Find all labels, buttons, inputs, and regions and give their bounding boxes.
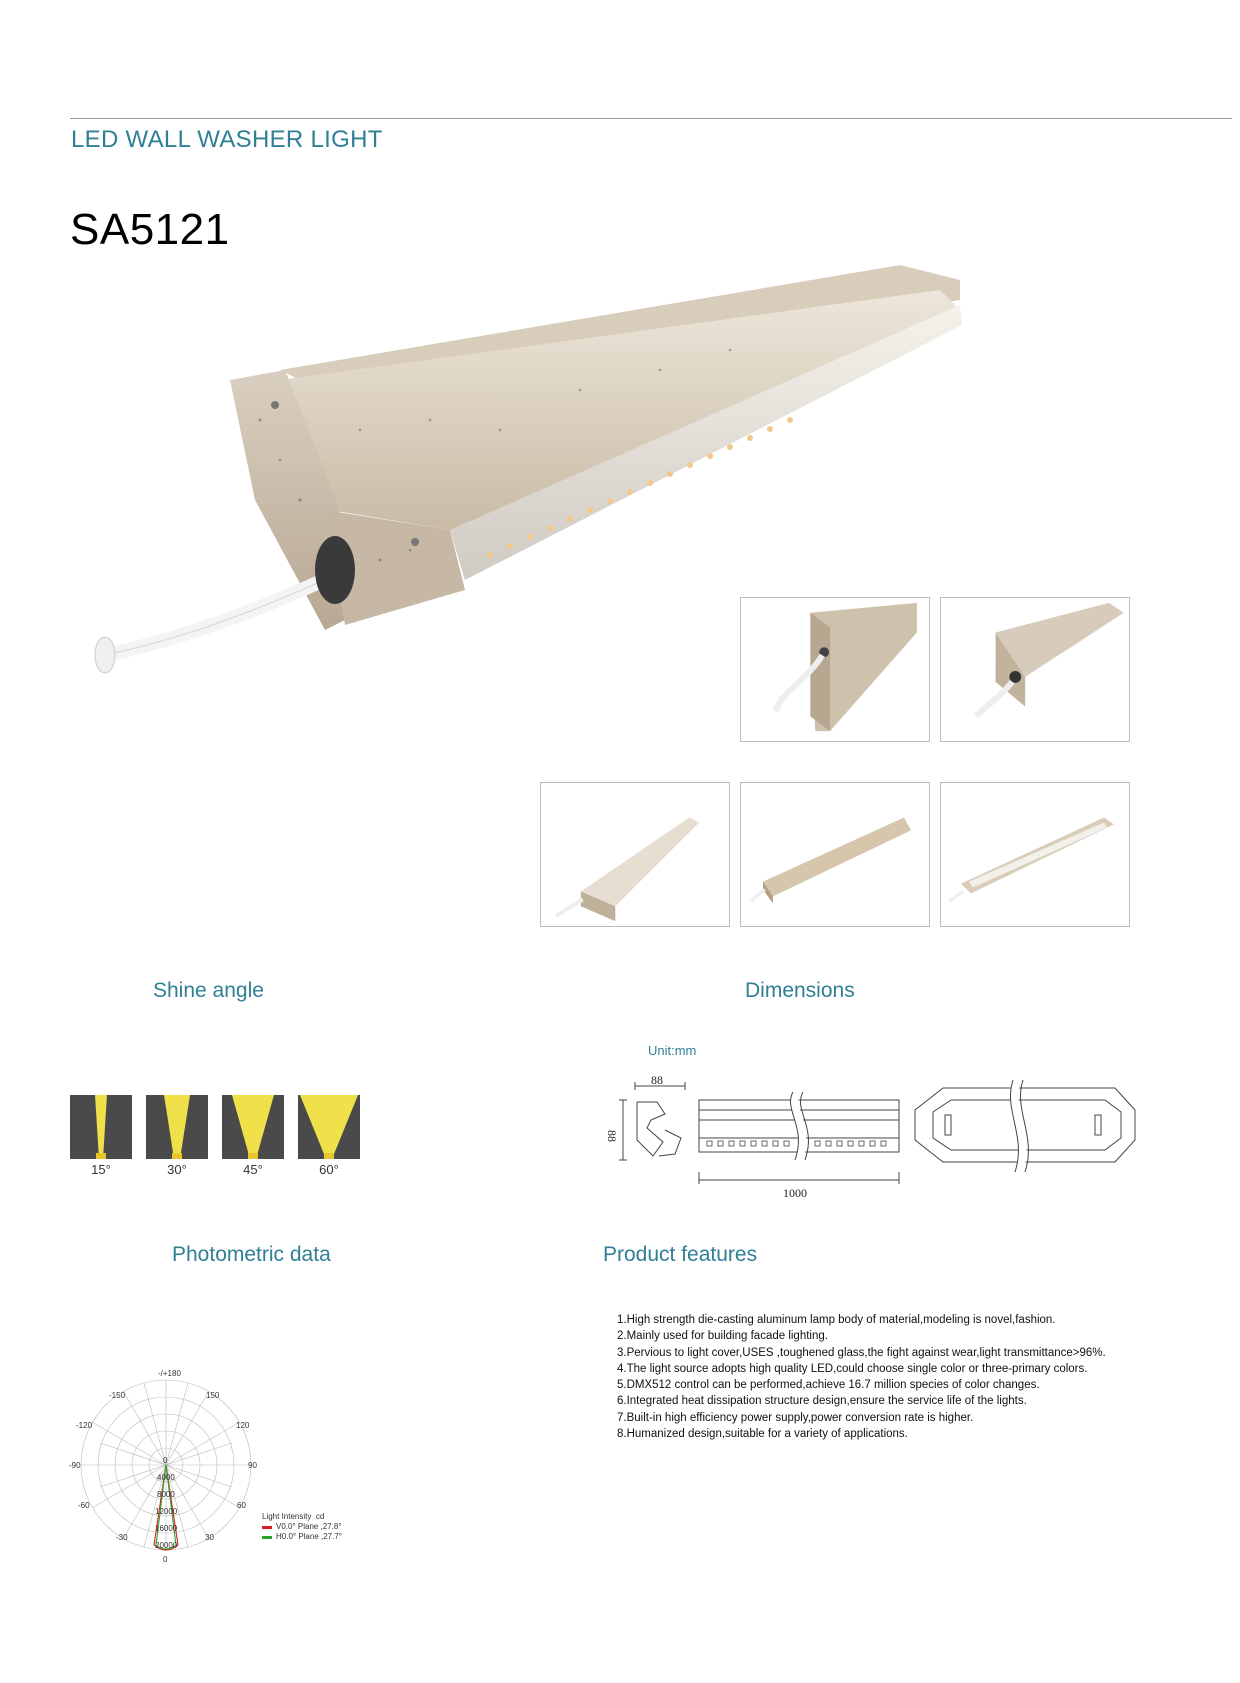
intensity-label: 8000 [157, 1490, 175, 1499]
thumbnail-lens-view[interactable] [940, 782, 1130, 927]
feature-item: 1.High strength die-casting aluminum lamp body of material,modeling is novel,fashion. [617, 1314, 1056, 1326]
polar-label: 90 [248, 1461, 257, 1470]
length-dimension: 1000 [783, 1186, 807, 1200]
width-dimension: 88 [651, 1073, 663, 1087]
feature-item: 8.Humanized design,suitable for a variety of applications. [617, 1428, 908, 1441]
thumbnail-angled-view[interactable] [540, 782, 730, 927]
legend-item-h0: H0.0° Plane ,27.7° [262, 1532, 342, 1542]
polar-label: 60 [237, 1501, 246, 1510]
polar-label: -/+180 [158, 1369, 181, 1378]
feature-item: 6.Integrated heat dissipation structure design,ensure the service life of the lights. [617, 1395, 1027, 1408]
thumbnail-end-view[interactable] [740, 597, 930, 742]
polar-label: -90 [69, 1461, 81, 1470]
angle-label: 60° [319, 1162, 339, 1177]
photometric-legend [262, 1512, 342, 1542]
angle-label: 15° [91, 1162, 111, 1177]
thumbnail-end-cap-view[interactable] [940, 597, 1130, 742]
beam-icon [222, 1095, 284, 1159]
model-number: SA5121 [70, 205, 230, 254]
shine-angle-30 [146, 1095, 208, 1177]
thumbnail-front-view[interactable] [740, 782, 930, 927]
polar-label: 0 [163, 1555, 168, 1564]
product-features-list [617, 1312, 1177, 1442]
polar-label: -120 [76, 1421, 93, 1430]
legend-item-v0: V0.0° Plane ,27.8° [262, 1522, 342, 1532]
legend-swatch-green [262, 1536, 272, 1539]
feature-item: 5.DMX512 control can be performed,achieve 16.7 million species of color changes. [617, 1379, 1040, 1392]
feature-item: 2.Mainly used for building facade lighting. [617, 1330, 828, 1343]
intensity-label: 4000 [157, 1473, 175, 1482]
shine-angle-title: Shine angle [153, 979, 264, 1002]
shine-angle-15 [70, 1095, 132, 1177]
intensity-label: 12000 [155, 1507, 178, 1516]
side-view-drawing [699, 1092, 899, 1200]
polar-label: -30 [116, 1533, 128, 1542]
polar-label: -150 [109, 1391, 126, 1400]
dimensions-title: Dimensions [745, 979, 855, 1002]
polar-label: 30 [205, 1533, 214, 1542]
angle-label: 30° [167, 1162, 187, 1177]
dimension-drawings [605, 1073, 1195, 1210]
polar-label: 120 [236, 1421, 250, 1430]
shine-angle-45 [222, 1095, 284, 1177]
intensity-label: 20000 [155, 1541, 178, 1550]
shine-angle-60 [298, 1095, 360, 1177]
polar-label: 150 [206, 1391, 220, 1400]
product-category: LED WALL WASHER LIGHT [71, 126, 383, 153]
angle-label: 45° [243, 1162, 263, 1177]
beam-icon [70, 1095, 132, 1159]
feature-item: 3.Pervious to light cover,USES ,toughened glass,the fight against wear,light transmittance>96%. [617, 1346, 1106, 1359]
polar-label: -60 [78, 1501, 90, 1510]
dimensions-unit: Unit:mm [648, 1043, 697, 1058]
intensity-label: 16000 [155, 1524, 178, 1533]
legend-title: Light Intensity cd [262, 1512, 325, 1521]
beam-icon [298, 1095, 360, 1159]
intensity-label: 0 [163, 1456, 168, 1465]
top-divider [70, 118, 1232, 119]
profile-drawing [605, 1073, 685, 1160]
product-features-title: Product features [603, 1243, 758, 1266]
beam-icon [146, 1095, 208, 1159]
feature-item: 7.Built-in high efficiency power supply,power conversion rate is higher. [617, 1411, 974, 1424]
shine-angle-diagrams [70, 1095, 370, 1175]
height-dimension: 88 [605, 1130, 619, 1142]
top-view-drawing [915, 1080, 1135, 1172]
photometric-title: Photometric data [172, 1243, 331, 1266]
feature-item: 4.The light source adopts high quality LED,could choose single color or three-primary colors. [617, 1362, 1088, 1375]
legend-swatch-red [262, 1526, 272, 1529]
